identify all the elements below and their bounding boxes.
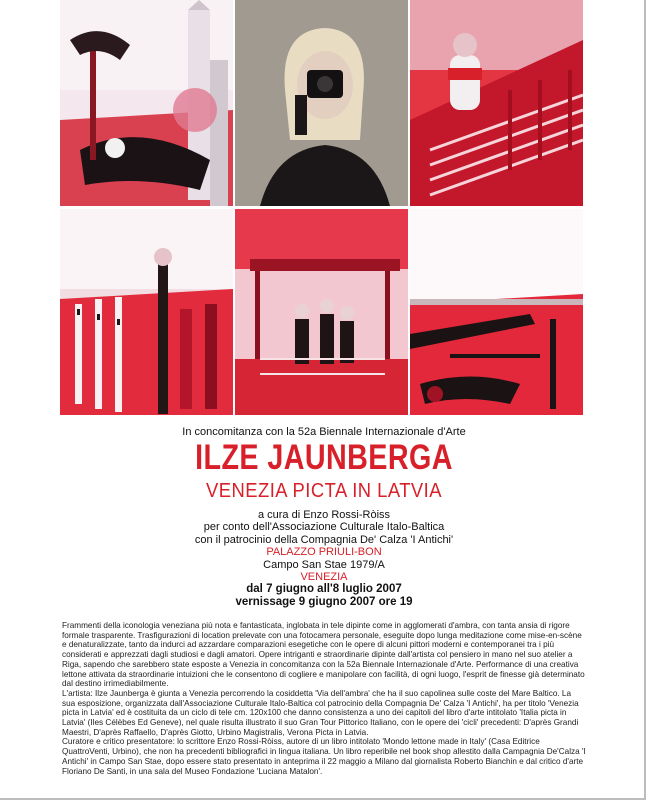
description-paragraph-2: L'artista: Ilze Jaunberga è giunta a Venezia percorrendo la cosiddetta 'Via dell'ambra' che ha il suo capolinea sulle coste del Mare Baltico. La sua esposizione, organizzata dall'Associazione Culturale Italo-Baltica col patrocinio della Compagnia De' Calza 'I Antichi', ha per titolo 'Venezia picta in Latvia' ed è costituita da un ciclo di tele cm. 120x100 che danno consistenza a uno dei capitoli del libro d'arte intitolato 'Italia picta in Latvia' (Iles Célèbes Ed Geneve), nel quale risulta illustrato il suo Gran Tour Pittorico Italiano, con le opere dei 'cicli' precedenti: D'après Grandi Maestri, D'après Raffaello, D'après Giotto, Urbino Magistralis, Verona Picta in Latvia.	[62, 688, 579, 737]
association-line: per conto dell'Associazione Culturale Italo-Baltica	[203, 521, 445, 534]
artwork-boat-figures	[235, 209, 408, 415]
artwork-mooring-poles	[60, 209, 233, 415]
exhibition-title: VENEZIA PICTA IN LATVIA	[206, 480, 442, 502]
patronage-line: con il patrocinio della Compagnia De' Calza 'I Antichi'	[194, 533, 454, 546]
artwork-bridge	[410, 0, 583, 206]
exhibition-credits	[0, 509, 648, 608]
description-text	[62, 621, 586, 776]
venue-city: VENEZIA	[300, 571, 348, 584]
artwork-grid	[60, 0, 584, 417]
artist-portrait	[235, 0, 408, 206]
description-paragraph-1: Frammenti della iconologia veneziana più nota e fantasticata, inglobata in tele dipinte come in agglomerati d'ambra, con tanta ansia di rigore formale trasparente. Trasfigurazioni di location prelevate con una fotocamera personale, eseguite dopo lunga meditazione come mise-en-scène e denaturalizzate, tanto da indurci ad azzardare comparazioni esegetiche con le opere di alcuni pittori moderni e contemporanei tra i più considerati e apprezzati dagli studiosi e dagli amatori. Opere intriganti e straordinarie dipinte dall'artista col pensiero in mano nel suo atelier a Riga, sapendo che sarebbero state esposte a Venezia in concomitanza con la 52a Biennale Internazionale d'Arte. Performance di una creativa lettone attivata da straordinarie intuizioni che le consentono di cogliere e manipolare con facilità, di ogni luogo, l'esprit de finesse già determinato dal destino irrimediabilmente.	[62, 621, 585, 689]
exhibition-dates: dal 7 giugno all'8 luglio 2007	[246, 583, 402, 596]
intro-line: In concomitanza con la 52a Biennale Internazionale d'Arte	[182, 426, 466, 438]
curator-line: a cura di Enzo Rossi-Ròiss	[257, 509, 391, 521]
venue-address: Campo San Stae 1979/A	[263, 558, 385, 571]
artist-name: ILZE JAUNBERGA	[195, 438, 453, 477]
vernissage-line: vernissage 9 giugno 2007 ore 19	[235, 595, 413, 608]
description-paragraph-3: Curatore e critico presentatore: lo scrittore Enzo Rossi-Ròiss, autore di un libro intitolato 'Mondo lettone made in Italy' (Casa Editrice QuattroVenti, Urbino), che non ha precedenti bibliografici in lingua italiana. Un libro reperibile nel book shop allestito dalla Campagnia De'Calza 'I Antichi' in Campo San Stae, dopo essere stato presentato in anteprima il 22 maggio a Milano dal giornalista Roberto Bianchin e dal critico d'arte Floriano De Santi, in una sala del Museo Fondazione 'Luciana Matalon'.	[62, 737, 586, 776]
artwork-lagoon	[410, 209, 583, 415]
artwork-gondola	[60, 0, 233, 206]
venue-name: PALAZZO PRIULI-BON	[266, 546, 382, 559]
